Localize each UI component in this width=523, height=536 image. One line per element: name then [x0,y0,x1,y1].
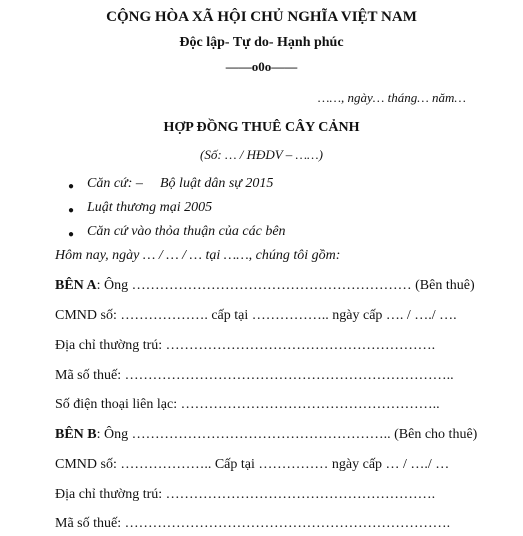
party-b-heading: BÊN B [55,427,97,442]
party-b-tax-line: Mã số thuế: ……………………………………………………………. [55,516,451,531]
basis-item: Luật thương mại 2005 [87,200,213,215]
party-b-name-row [55,427,477,443]
bullet-icon: ● [68,229,75,240]
bullet-icon: ● [68,205,75,216]
basis-item: Bộ luật dân sự 2015 [160,176,274,191]
party-b-name-line: : Ông ……………………………………………….. (Bên cho thuê) [96,427,478,442]
party-a-name-line: : Ông …………………………………………………… (Bên thuê) [96,278,475,293]
party-b-id-line: CMND số: ……………….. Cấp tại …………… ngày cấp … / …./ … [55,457,450,472]
party-a-id-line: CMND số: ………………. cấp tại …………….. ngày cấp …. / …./ …. [55,308,457,323]
bullet-icon: ● [68,181,75,192]
party-a-heading: BÊN A [55,278,97,293]
basis-label: Căn cứ: – [87,176,143,191]
contract-number: (Số: … / HĐDV – ……) [200,147,323,162]
party-a-name-row [55,278,475,294]
nation-heading: CỘNG HÒA XÃ HỘI CHỦ NGHĨA VIỆT NAM [106,9,417,25]
party-a-tax-line: Mã số thuế: …………………………………………………………….. [55,368,454,383]
party-b-address-line: Địa chỉ thường trú: …………………………………………………. [55,487,436,502]
motto: Độc lập- Tự do- Hạnh phúc [179,35,344,50]
party-a-address-line: Địa chỉ thường trú: …………………………………………………. [55,338,436,353]
date-line: ……, ngày… tháng… năm… [317,90,466,105]
contract-title: HỢP ĐỒNG THUÊ CÂY CẢNH [163,120,360,135]
separator: ——o0o—— [225,59,298,74]
basis-item: Căn cứ vào thỏa thuận của các bên [87,224,286,239]
intro-line: Hôm nay, ngày … / … / … tại ……, chúng tôi gồm: [55,248,341,263]
party-a-phone-line: Số điện thoại liên lạc: ……………………………………………….. [55,397,440,412]
